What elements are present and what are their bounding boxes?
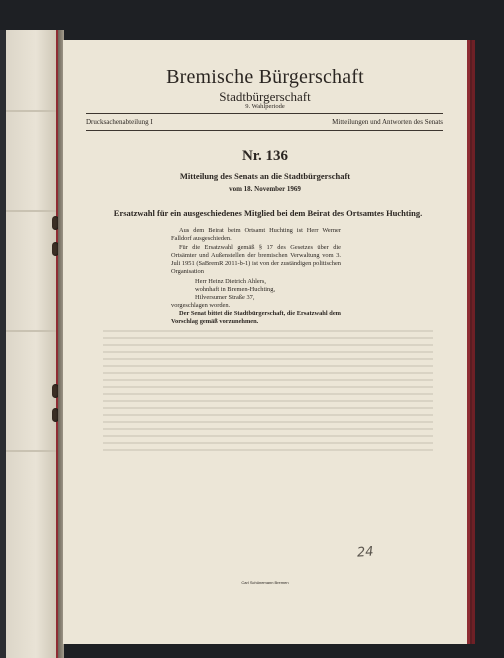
address-line: Herr Heinz Dietrich Ahlers, (195, 277, 266, 285)
subject-headline: Ersatzwahl für ein ausgeschiedenes Mitglied bei dem Beirat des Ortsamtes Huchting. (113, 208, 423, 218)
department-label: Drucksachenabteilung I (86, 118, 153, 126)
paragraph: Für die Ersatzwahl gemäß § 17 des Gesetzes über die Ortsämter und Außenstellen der bremischen Verwaltung vom 3. Juli 1951 (SaBremR 2011-b-1) ist von der zuständigen politischen Organisation (171, 244, 341, 276)
document-page (63, 40, 470, 644)
document-body (171, 227, 341, 327)
proposal-line: vorgeschlagen worden. (171, 301, 231, 309)
handwritten-page-number: 24 (356, 544, 375, 561)
show-through-text (103, 330, 433, 490)
header-rule-bottom (86, 130, 443, 131)
paragraph: Aus dem Beirat beim Ortsamt Huchting ist Herr Werner Falldorf ausgeschieden. (171, 227, 341, 243)
header-rule-top (86, 113, 443, 114)
address-line: wohnhaft in Bremen-Huchting, (195, 285, 276, 293)
communication-date: vom 18. November 1969 (229, 185, 301, 193)
address-line: Hilversumer Straße 37, (195, 293, 255, 301)
legislative-period: 9. Wahlperiode (245, 103, 285, 110)
printer-imprint: Carl Schünemann Bremen (241, 580, 289, 585)
page-subtitle: Stadtbürgerschaft (219, 89, 311, 104)
section-label: Mitteilungen und Antworten des Senats (332, 118, 443, 126)
page-title: Bremische Bürgerschaft (166, 66, 364, 88)
senate-request: Der Senat bittet die Stadtbürgerschaft, die Ersatzwahl dem Vorschlag gemäß vorzunehmen. (171, 309, 341, 326)
left-page-edge (6, 30, 58, 658)
document-number: Nr. 136 (241, 148, 289, 164)
communication-title: Mitteilung des Senats an die Stadtbürgerschaft (179, 171, 351, 181)
